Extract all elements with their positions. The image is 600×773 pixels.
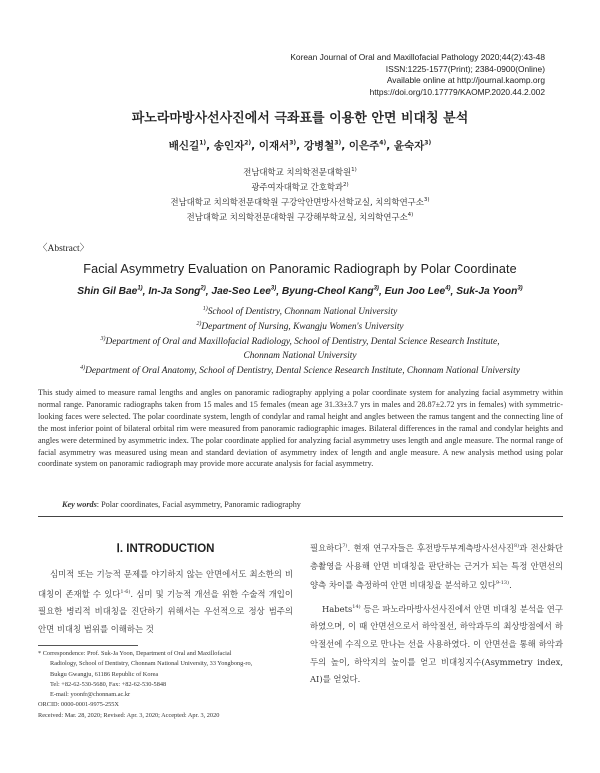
korean-author: 이재서$^{3)}$	[258, 139, 297, 152]
korean-affiliation: 전남대학교 치의학전문대학원 구강악안면방사선학교실, 치의학연구소$^{3)}$	[170, 197, 430, 207]
journal-online-line: Available online at http://journal.kaomp.org	[386, 75, 545, 86]
keywords-text: : Polar coordinates, Facial asymmetry, Panoramic radiography	[96, 500, 301, 509]
english-affiliation: $^{3)}$Department of Oral and Maxillofacial Radiology, School of Dentistry, Dental Science Research Institute,	[100, 336, 500, 348]
footnote-dates: Received: Mar. 28, 2020; Revised: Apr. 3, 2020; Accepted: Apr. 3, 2020	[38, 711, 220, 719]
english-author: Byung-Cheol Kang$^{3)}$	[281, 286, 379, 298]
footnote-line: Radiology, School of Dentistry, Chonnam National University, 33 Yongbong-ro,	[50, 660, 253, 668]
english-author: Eun Joo Lee$^{4)}$	[384, 286, 451, 298]
footnote-line: Tel: +82-62-530-5680, Fax: +82-62-530-5848	[50, 680, 167, 688]
footnote-email: E-mail: yoonfr@chonnam.ac.kr	[50, 691, 131, 699]
english-affiliation: $^{4)}$Department of Oral Anatomy, School of Dentistry, Dental Science Research Institute, Chonnam National University	[80, 365, 520, 377]
english-author: In-Ja Song$^{2)}$	[148, 286, 206, 298]
korean-author: 송인자$^{2)}$	[213, 139, 252, 152]
journal-issn-line: ISSN:1225-1577(Print); 2384-0900(Online)	[385, 63, 545, 74]
english-affiliation: Chonnam National University	[243, 351, 357, 362]
korean-authors: 배신길$^{1)}$, 송인자$^{2)}$, 이재서$^{3)}$, 강병철$^{3)}$, 이은주$^{4)}$, 윤숙자$^{3)}$	[168, 139, 432, 152]
intro-paragraph: Habets$^{14)}$ 등은 파노라마방사선사진에서 안면 비대칭 분석을 연구하였으며, 이 때 안면선으로서 하악절선, 하악과두의 최상방점에서 하악절선에 수직으로 만나는 선을 사용하였다. 이 안면선을 통해 하악과두의 높이, 하악지의 높이를 얻고 비대칭지수(Asymmetry index, AI)를 얻었다.	[310, 603, 563, 685]
intro-paragraph: 필요하다$^{7)}$. 현재 연구자들은 후전방두부계측방사선사진$^{8)}$과 전산화단층촬영을 사용해 안면 비대칭을 판단하는 근거가 되는 특정 안면선의 양측 차이를 측정하여 안면 비대칭을 분석하고 있다$^{9-13)}$.	[310, 542, 563, 590]
korean-affiliation: 광주여자대학교 간호학과$^{2)}$	[251, 182, 349, 192]
korean-author: 배신길$^{1)}$	[168, 139, 207, 152]
english-author: Shin Gil Bae$^{1)}$	[77, 286, 143, 298]
abstract-body: This study aimed to measure ramal lengths and angles on panoramic radiography applying a polar coordinate system for analyzing facial asymmetry within normal range. Panoramic radiographs taken from 15 males and 15 females (mean age 31.33±3.7 yrs in males and 28.87±2.72 yrs in females) with symmetric-looking faces were selected. The polar coordinate system, length of condylar and ramal height and angles between the ramus tangent and the connecting line of the most inferior point of bilateral orbital rim were measured from panoramic radiographic images. Bilateral differences in the ramal and condylar heights and angles were determined by asymmetric index. The polar coordinate applied for analyzing facial asymmetry uses length and angle measure. The normal range of facial asymmetry was measured using mean and standard deviation of asymmetry index of length and angle measure. A new analysis method using polar coordinate system on panoramic radiograph may provide more accurate analysis for facial asymmetry.	[38, 388, 563, 469]
journal-name-line: Korean Journal of Oral and Maxillofacial Pathology 2020;44(2):43-48	[290, 52, 545, 62]
footnote-line: * Correspondence: Prof. Suk-Ja Yoon, Department of Oral and Maxillofacial	[38, 650, 232, 657]
intro-paragraph: 심미적 또는 기능적 문제를 야기하지 않는 안면에서도 최소한의 비대칭이 존재할 수 있다$^{1-6)}$. 심미 및 기능적 개선을 위한 수술적 개입이 필요한 병리적 비대칭을 진단하기 위해서는 우선적으로 정상 범주의 안면 비대칭 범위를 이해하는 것	[38, 569, 293, 634]
correspondence-footnote	[38, 649, 300, 721]
footnote-orcid: ORCID: 0000-0001-9975-255X	[38, 701, 119, 709]
footnote-divider	[38, 645, 138, 646]
journal-header	[290, 52, 545, 98]
korean-author: 이은주$^{4)}$	[348, 139, 387, 152]
korean-affiliation: 전남대학교 치의학전문대학원$^{1)}$	[243, 167, 357, 177]
keywords	[62, 500, 301, 509]
korean-affiliation: 전남대학교 치의학전문대학원 구강해부학교실, 치의학연구소$^{4)}$	[186, 212, 414, 222]
intro-left-column	[38, 566, 293, 639]
english-author: Jae-Seo Lee$^{3)}$	[211, 286, 277, 298]
abstract-divider	[38, 516, 563, 517]
keywords-label: Key words	[62, 500, 97, 509]
english-authors: Shin Gil Bae$^{1)}$, In-Ja Song$^{2)}$, Jae-Seo Lee$^{3)}$, Byung-Cheol Kang$^{3)}$, Eun Joo Lee$^{4)}$, Suk-Ja Yoon$^{3)}$	[77, 286, 523, 298]
intro-right-column	[310, 538, 563, 689]
korean-author: 강병철$^{3)}$	[303, 139, 342, 152]
korean-author: 윤숙자$^{3)}$	[393, 139, 432, 152]
abstract-label: 〈Abstract〉	[38, 244, 90, 254]
footnote-line: Bukgu Gwangju, 61186 Republic of Korea	[50, 670, 159, 678]
english-affiliation: $^{1)}$School of Dentistry, Chonnam National University	[202, 306, 398, 318]
english-title: Facial Asymmetry Evaluation on Panoramic Radiograph by Polar Coordinate	[83, 262, 517, 276]
journal-doi-line: https://doi.org/10.17779/KAOMP.2020.44.2.002	[369, 86, 545, 97]
section-heading-introduction: Ⅰ. INTRODUCTION	[116, 543, 215, 555]
korean-title: 파노라마방사선사진에서 극좌표를 이용한 안면 비대칭 분석	[131, 111, 469, 126]
english-affiliation: $^{2)}$Department of Nursing, Kwangju Women's University	[196, 321, 404, 333]
english-author: Suk-Ja Yoon$^{3)}$	[456, 286, 523, 298]
